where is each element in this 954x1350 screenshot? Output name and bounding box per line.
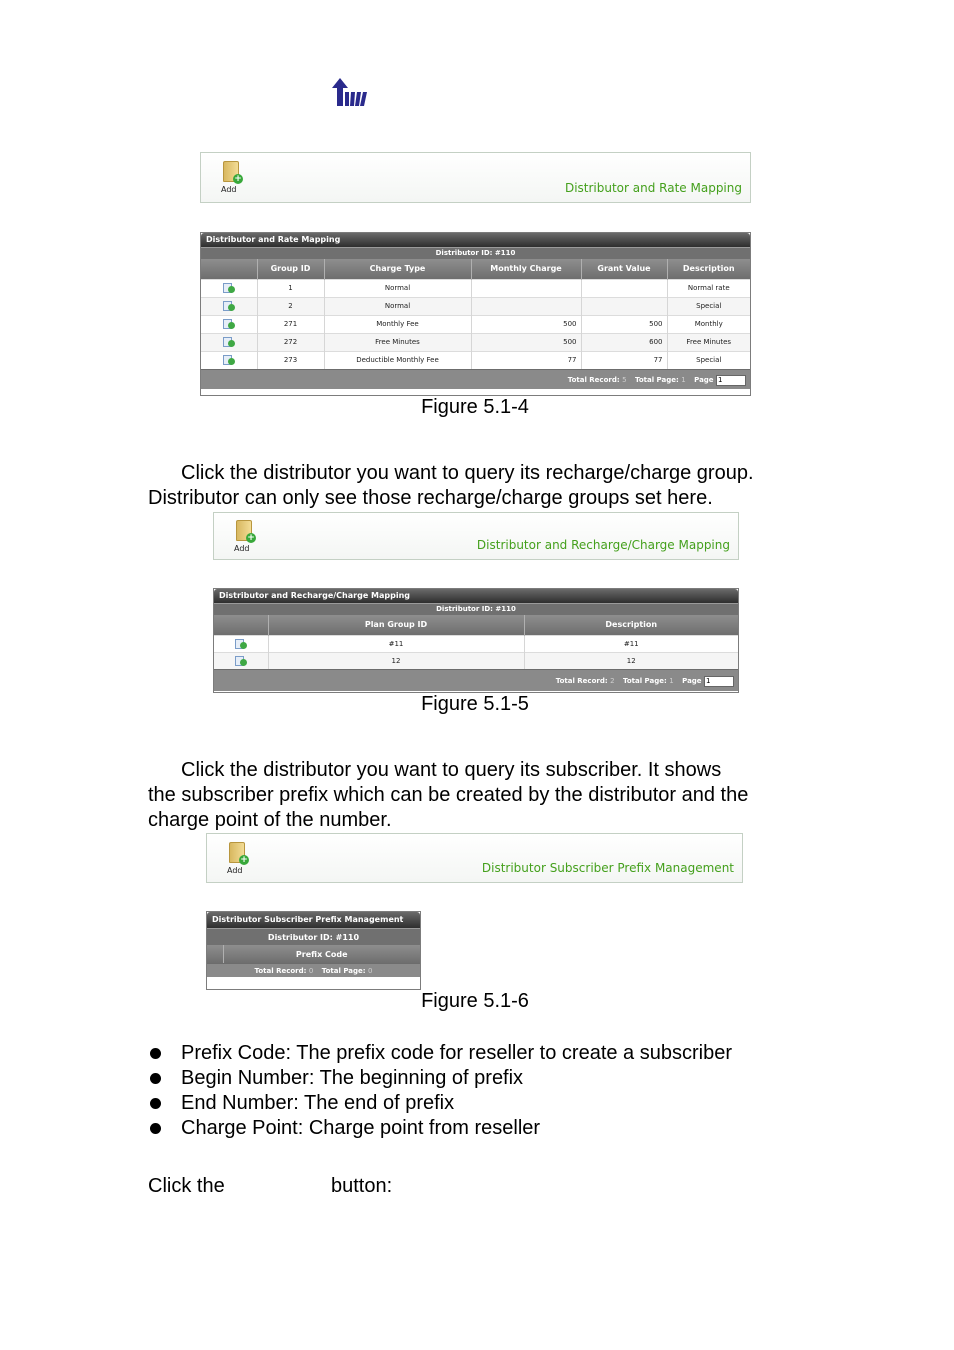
plus-icon: +: [240, 855, 248, 865]
group-id-cell: 2: [257, 297, 324, 315]
column-header-prefix-code[interactable]: Prefix Code: [223, 945, 420, 963]
total-page-value: 0: [368, 967, 373, 975]
grid-footer: [201, 369, 750, 389]
figure-caption: Figure 5.1-6: [421, 990, 529, 1012]
add-label: Add: [221, 185, 237, 194]
column-header-description[interactable]: Description: [667, 259, 750, 279]
list-item-text: Begin Number: The beginning of prefix: [181, 1067, 524, 1089]
charge-type-cell: Monthly Fee: [324, 315, 471, 333]
paragraph-line: Click the distributor you want to query its recharge/charge group.: [181, 462, 754, 484]
add-button[interactable]: [234, 520, 264, 554]
column-header: [201, 259, 257, 279]
page-input[interactable]: [704, 676, 734, 687]
bullet-icon: [150, 1048, 161, 1059]
list-item: [148, 1066, 732, 1091]
rate-mapping-grid: [200, 232, 751, 396]
bullet-icon: [150, 1098, 161, 1109]
edit-icon[interactable]: [223, 301, 235, 311]
edit-icon[interactable]: [223, 283, 235, 293]
total-page-value: 1: [681, 376, 686, 384]
edit-icon[interactable]: [223, 319, 235, 329]
grant-value-cell: [581, 279, 667, 297]
add-label: Add: [227, 866, 243, 875]
description-cell: 12: [524, 652, 738, 669]
grant-value-cell: 77: [581, 351, 667, 369]
plan-group-id-cell: #11: [268, 635, 524, 652]
prefix-management-grid: [206, 911, 421, 990]
add-label: Add: [234, 544, 250, 553]
description-cell: Monthly: [667, 315, 750, 333]
table-row[interactable]: [214, 652, 738, 669]
monthly-charge-cell: [471, 279, 581, 297]
bullet-icon: [150, 1073, 161, 1084]
grid-title: Distributor and Recharge/Charge Mapping: [214, 589, 738, 603]
click-instruction-after: button:: [331, 1175, 393, 1197]
paragraph-line: Distributor can only see those recharge/charge groups set here.: [148, 487, 713, 509]
total-record-value: 5: [622, 376, 627, 384]
total-page-label: Total Page:: [622, 677, 667, 685]
monthly-charge-cell: [471, 297, 581, 315]
figure-caption: Figure 5.1-5: [421, 693, 529, 715]
total-record-label: Total Record:: [254, 967, 307, 975]
monthly-charge-cell: 77: [471, 351, 581, 369]
distributor-id: Distributor ID: #110: [201, 247, 750, 259]
add-button[interactable]: [227, 842, 257, 876]
toolbar-title: Distributor Subscriber Prefix Management: [481, 861, 734, 875]
list-item-text: End Number: The end of prefix: [181, 1092, 455, 1114]
grid-footer: [207, 963, 420, 977]
edit-icon[interactable]: [223, 337, 235, 347]
prefix-management-toolbar: [206, 833, 743, 883]
charge-type-cell: Normal: [324, 279, 471, 297]
grid-title: Distributor Subscriber Prefix Management: [207, 912, 420, 928]
paragraph-line: the subscriber prefix which can be created by the distributor and the: [148, 784, 749, 806]
recharge-mapping-toolbar: [213, 512, 739, 560]
grant-value-cell: [581, 297, 667, 315]
group-id-cell: 1: [257, 279, 324, 297]
plus-icon: +: [247, 533, 255, 543]
company-logo: [332, 78, 368, 108]
list-item-text: Prefix Code: The prefix code for reseller to create a subscriber: [181, 1042, 732, 1064]
column-header: [207, 945, 223, 963]
list-item: [148, 1116, 732, 1141]
table-row[interactable]: [201, 297, 750, 315]
paragraph-line: Click the distributor you want to query its subscriber. It shows: [181, 759, 722, 781]
paragraph-line: charge point of the number.: [148, 809, 392, 831]
distributor-id: Distributor ID: #110: [214, 603, 738, 615]
figure-caption: Figure 5.1-4: [421, 396, 529, 418]
plan-group-id-cell: 12: [268, 652, 524, 669]
table-row[interactable]: [201, 351, 750, 369]
edit-icon[interactable]: [223, 355, 235, 365]
column-header-monthly-charge[interactable]: Monthly Charge: [471, 259, 581, 279]
table-row[interactable]: [214, 635, 738, 652]
page-input[interactable]: [716, 375, 746, 386]
list-item-text: Charge Point: Charge point from reseller: [181, 1117, 541, 1139]
grant-value-cell: 600: [581, 333, 667, 351]
list-item: [148, 1041, 732, 1066]
recharge-mapping-grid: [213, 588, 739, 693]
group-id-cell: 272: [257, 333, 324, 351]
column-header-description[interactable]: Description: [524, 615, 738, 635]
edit-icon[interactable]: [235, 639, 247, 649]
table-row[interactable]: [201, 333, 750, 351]
total-page-label: Total Page:: [321, 967, 366, 975]
grid-title: Distributor and Rate Mapping: [201, 233, 750, 247]
monthly-charge-cell: 500: [471, 315, 581, 333]
page-label: Page: [682, 677, 702, 685]
group-id-cell: 273: [257, 351, 324, 369]
column-header-grant-value[interactable]: Grant Value: [581, 259, 667, 279]
total-record-label: Total Record:: [555, 677, 608, 685]
column-header-plan-group-id[interactable]: Plan Group ID: [268, 615, 524, 635]
total-record-label: Total Record:: [567, 376, 620, 384]
grant-value-cell: 500: [581, 315, 667, 333]
toolbar-title: Distributor and Recharge/Charge Mapping: [476, 538, 730, 552]
plus-icon: +: [234, 174, 242, 184]
page-label: Page: [694, 376, 714, 384]
rate-mapping-toolbar: [200, 152, 751, 203]
column-header-charge-type[interactable]: Charge Type: [324, 259, 471, 279]
description-cell: Special: [667, 297, 750, 315]
field-description-list: [148, 1041, 732, 1141]
distributor-id: Distributor ID: #110: [207, 928, 420, 945]
paragraph-recharge: [148, 461, 754, 511]
list-item: [148, 1091, 732, 1116]
toolbar-title: Distributor and Rate Mapping: [564, 181, 742, 195]
add-button[interactable]: [221, 161, 251, 195]
total-page-value: 1: [669, 677, 674, 685]
table-row[interactable]: [201, 315, 750, 333]
paragraph-subscriber: [148, 758, 748, 833]
column-header: [214, 615, 268, 635]
monthly-charge-cell: 500: [471, 333, 581, 351]
description-cell: Normal rate: [667, 279, 750, 297]
total-record-value: 2: [610, 677, 615, 685]
column-header-group-id[interactable]: Group ID: [257, 259, 324, 279]
total-page-label: Total Page:: [634, 376, 679, 384]
charge-type-cell: Normal: [324, 297, 471, 315]
description-cell: Special: [667, 351, 750, 369]
total-record-value: 0: [308, 967, 314, 975]
charge-type-cell: Deductible Monthly Fee: [324, 351, 471, 369]
bullet-icon: [150, 1123, 161, 1134]
table-row[interactable]: [201, 279, 750, 297]
grid-footer: [214, 669, 738, 691]
click-instruction-before: Click the: [148, 1175, 225, 1197]
description-cell: #11: [524, 635, 738, 652]
charge-type-cell: Free Minutes: [324, 333, 471, 351]
group-id-cell: 271: [257, 315, 324, 333]
description-cell: Free Minutes: [667, 333, 750, 351]
edit-icon[interactable]: [235, 656, 247, 666]
